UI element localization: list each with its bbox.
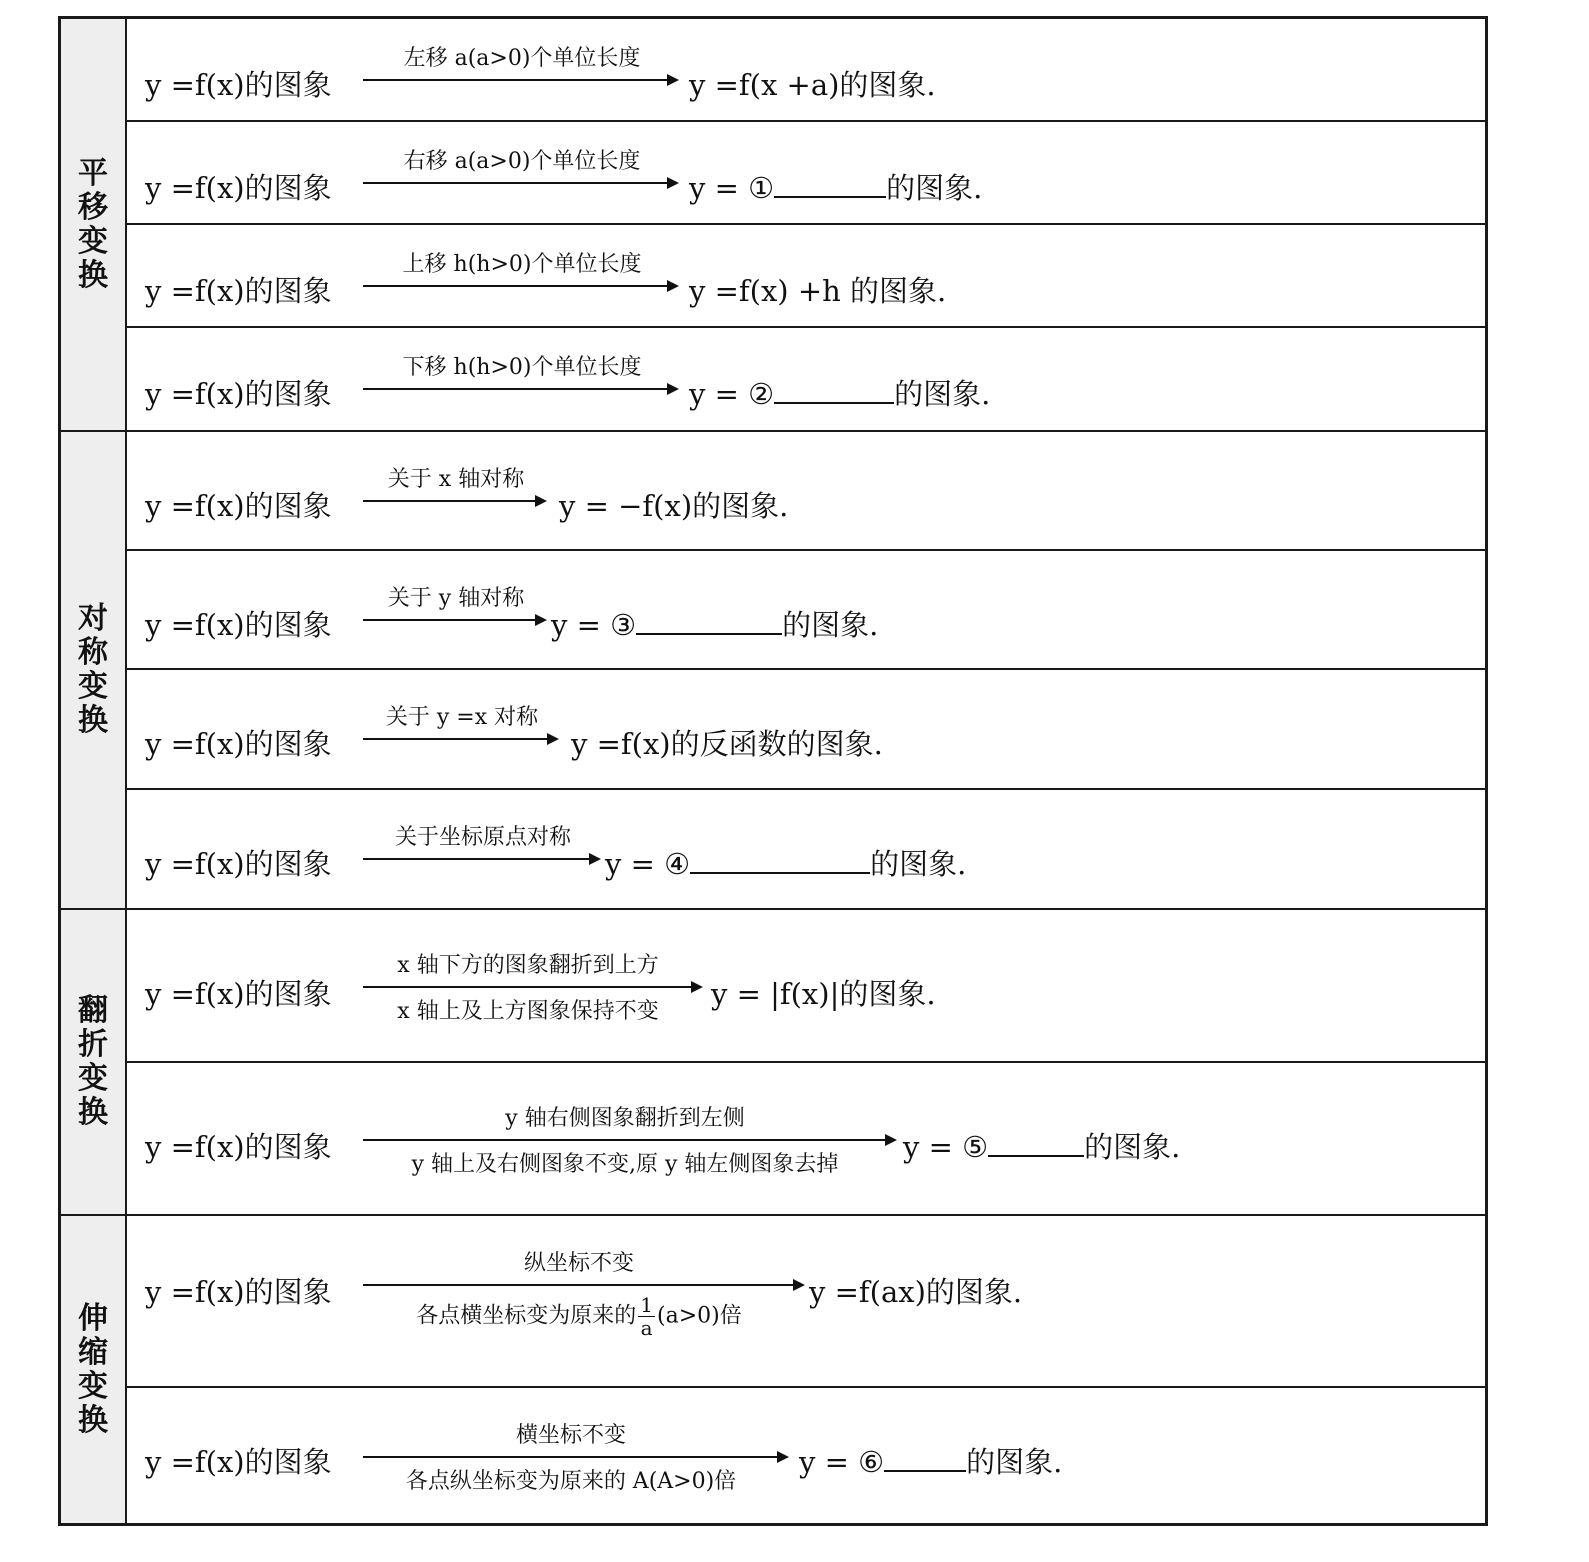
table-row	[127, 670, 1485, 790]
group-label: 翻折变换	[78, 993, 108, 1130]
row-lhs: y =f(x)的图象	[145, 1445, 332, 1479]
group-scaling	[61, 1216, 1485, 1523]
arrow-label-above: 关于 x 轴对称	[387, 467, 525, 492]
row-rhs: y = −f(x)的图象.	[559, 489, 789, 523]
blank-number: ①	[748, 171, 775, 205]
arrow-head-icon	[667, 177, 679, 189]
row-lhs: y =f(x)的图象	[145, 274, 332, 308]
table-row	[127, 551, 1485, 670]
table-row	[127, 225, 1485, 328]
arrow-label-above: 关于 y =x 对称	[385, 705, 539, 730]
arrow-head-icon	[885, 1134, 897, 1146]
row-lhs: y =f(x)的图象	[145, 377, 332, 411]
arrow-label-below: 各点横坐标变为原来的 $\frac{1}{a}$ (a>0)倍	[416, 1293, 742, 1340]
arrow-head-icon	[667, 74, 679, 86]
answer-blank	[884, 1470, 966, 1472]
row-rhs: y = ① 的图象.	[689, 171, 983, 205]
arrow-label-above: x 轴下方的图象翻折到上方	[397, 953, 659, 978]
row-lhs: y =f(x)的图象	[145, 1275, 332, 1309]
answer-blank	[636, 633, 782, 635]
transform-arrow	[363, 1246, 807, 1356]
transform-arrow	[363, 41, 681, 101]
transform-arrow	[363, 1418, 791, 1502]
group-label: 伸缩变换	[78, 1300, 108, 1438]
group-label-cell	[61, 1216, 127, 1523]
row-lhs: y =f(x)的图象	[145, 977, 332, 1011]
answer-blank	[774, 196, 886, 198]
arrow-head-icon	[691, 981, 703, 993]
row-lhs: y =f(x)的图象	[145, 608, 332, 642]
group-label-cell	[61, 19, 127, 430]
row-rhs: y =f(x) +h 的图象.	[689, 274, 947, 308]
row-rhs: y = ⑥ 的图象.	[799, 1445, 1063, 1479]
arrow-head-icon	[667, 280, 679, 292]
group-label-cell	[61, 432, 127, 908]
row-lhs: y =f(x)的图象	[145, 727, 332, 761]
table-row	[127, 432, 1485, 551]
row-rhs: y =f(x +a)的图象.	[689, 68, 936, 102]
blank-number: ②	[748, 377, 775, 411]
arrow-head-icon	[793, 1279, 805, 1291]
arrow-label-above: y 轴右侧图象翻折到左侧	[505, 1106, 745, 1131]
transform-table	[58, 16, 1488, 1526]
arrow-label-above: 左移 a(a>0)个单位长度	[403, 46, 641, 71]
blank-number: ⑥	[858, 1445, 885, 1479]
arrow-label-above: 横坐标不变	[515, 1423, 626, 1448]
table-row	[127, 790, 1485, 910]
group-symmetry	[61, 432, 1485, 910]
arrow-label-below: y 轴上及右侧图象不变,原 y 轴左侧图象去掉	[411, 1152, 839, 1177]
transform-arrow	[363, 144, 681, 204]
arrow-head-icon	[777, 1451, 789, 1463]
group-folding	[61, 910, 1485, 1216]
table-row	[127, 1388, 1485, 1523]
row-lhs: y =f(x)的图象	[145, 847, 332, 881]
answer-blank	[774, 402, 894, 404]
transform-arrow	[363, 581, 549, 641]
table-row	[127, 19, 1485, 122]
row-rhs: y = |f(x)|的图象.	[711, 977, 936, 1011]
table-row	[127, 1063, 1485, 1216]
arrow-head-icon	[535, 495, 547, 507]
arrow-head-icon	[535, 614, 547, 626]
arrow-label-below: 各点纵坐标变为原来的 A(A>0)倍	[405, 1469, 737, 1494]
transform-arrow	[363, 350, 681, 410]
blank-number: ⑤	[962, 1130, 989, 1164]
transform-arrow	[363, 948, 705, 1032]
arrow-label-below: x 轴上及上方图象保持不变	[397, 999, 659, 1024]
blank-number: ④	[664, 847, 691, 881]
table-row	[127, 1216, 1485, 1388]
answer-blank	[988, 1155, 1084, 1157]
transform-arrow	[363, 462, 549, 522]
fraction: $\frac{1}{a}$	[640, 1293, 654, 1340]
transform-arrow	[363, 700, 561, 760]
row-lhs: y =f(x)的图象	[145, 171, 332, 205]
row-rhs: y =f(ax)的图象.	[809, 1275, 1023, 1309]
row-rhs: y =f(x)的反函数的图象.	[571, 727, 883, 761]
table-row	[127, 122, 1485, 225]
group-translation	[61, 19, 1485, 432]
arrow-label-above: 上移 h(h>0)个单位长度	[402, 252, 642, 277]
row-rhs: y = ④ 的图象.	[605, 847, 967, 881]
transform-arrow	[363, 1101, 899, 1185]
group-label: 对称变换	[78, 601, 108, 738]
row-rhs: y = ③ 的图象.	[551, 608, 879, 642]
transform-arrow	[363, 820, 603, 880]
arrow-label-above: 下移 h(h>0)个单位长度	[402, 355, 642, 380]
group-label: 平移变换	[78, 155, 108, 293]
blank-number: ③	[610, 608, 637, 642]
answer-blank	[690, 872, 870, 874]
row-rhs: y = ⑤ 的图象.	[903, 1130, 1181, 1164]
arrow-label-above: 关于坐标原点对称	[394, 825, 571, 850]
arrow-label-above: 纵坐标不变	[523, 1251, 634, 1276]
table-row	[127, 328, 1485, 432]
row-lhs: y =f(x)的图象	[145, 489, 332, 523]
arrow-label-above: 右移 a(a>0)个单位长度	[403, 149, 641, 174]
group-label-cell	[61, 910, 127, 1214]
transform-arrow	[363, 247, 681, 307]
arrow-head-icon	[589, 853, 601, 865]
row-rhs: y = ② 的图象.	[689, 377, 991, 411]
row-lhs: y =f(x)的图象	[145, 1130, 332, 1164]
arrow-label-above: 关于 y 轴对称	[387, 586, 525, 611]
table-row	[127, 910, 1485, 1063]
arrow-head-icon	[667, 383, 679, 395]
row-lhs: y =f(x)的图象	[145, 68, 332, 102]
arrow-head-icon	[547, 733, 559, 745]
